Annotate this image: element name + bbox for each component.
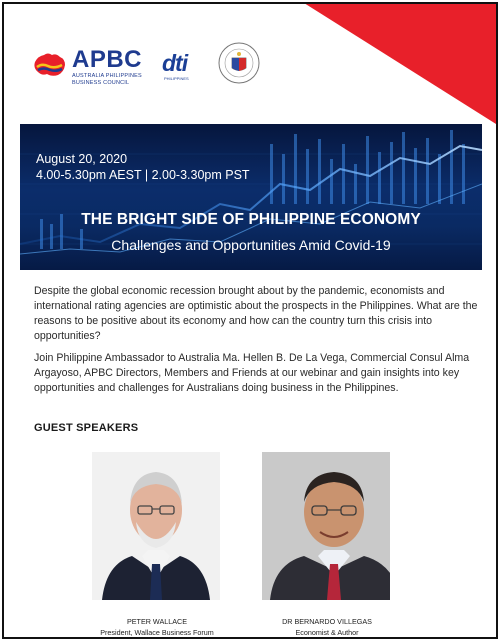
apbc-logo	[32, 48, 160, 88]
speaker-photo-peter-wallace	[92, 452, 220, 600]
apbc-tagline: AUSTRALIA PHILIPPINES BUSINESS COUNCIL	[72, 73, 142, 86]
philippine-government-seal-icon	[218, 42, 260, 84]
apbc-wordmark: APBC	[72, 46, 143, 73]
speaker-1-role: President, Wallace Business Forum	[100, 628, 214, 637]
speaker-photo-bernardo-villegas	[262, 452, 390, 600]
speaker-2-name: DR BERNARDO VILLEGAS	[282, 617, 372, 626]
dti-logo	[162, 48, 202, 84]
speaker-1-name: PETER WALLACE	[126, 617, 188, 626]
event-banner	[20, 124, 482, 270]
speaker-2-role: Economist & Author	[295, 628, 359, 637]
guest-speakers-heading: GUEST SPEAKERS	[34, 422, 139, 434]
flyer	[2, 2, 498, 639]
event-time: 4.00-5.30pm AEST | 2.00-3.30pm PST	[36, 168, 250, 182]
header	[4, 4, 496, 124]
event-subtitle: Challenges and Opportunities Amid Covid-19	[111, 237, 391, 253]
australia-map-icon	[32, 50, 68, 80]
dti-tagline: PHILIPPINES	[164, 76, 189, 81]
intro-paragraph: Despite the global economic recession brought about by the pandemic, economists and international rating agencies are optimistic about the prospects in the Philippines. What are the reasons to be positive about its economy and how can the country turn this crisis into opportunities?	[34, 285, 478, 342]
event-title: THE BRIGHT SIDE OF PHILIPPINE ECONOMY	[81, 211, 421, 228]
event-date: August 20, 2020	[36, 152, 128, 166]
invitation-paragraph: Join Philippine Ambassador to Australia Ma. Hellen B. De La Vega, Commercial Consul Alma Argayoso, APBC Directors, Members and Friends at our webinar and gain insights into key opportunities and challenges for Australians doing business in the Philippines.	[34, 352, 470, 394]
dti-wordmark: dti	[162, 50, 188, 76]
